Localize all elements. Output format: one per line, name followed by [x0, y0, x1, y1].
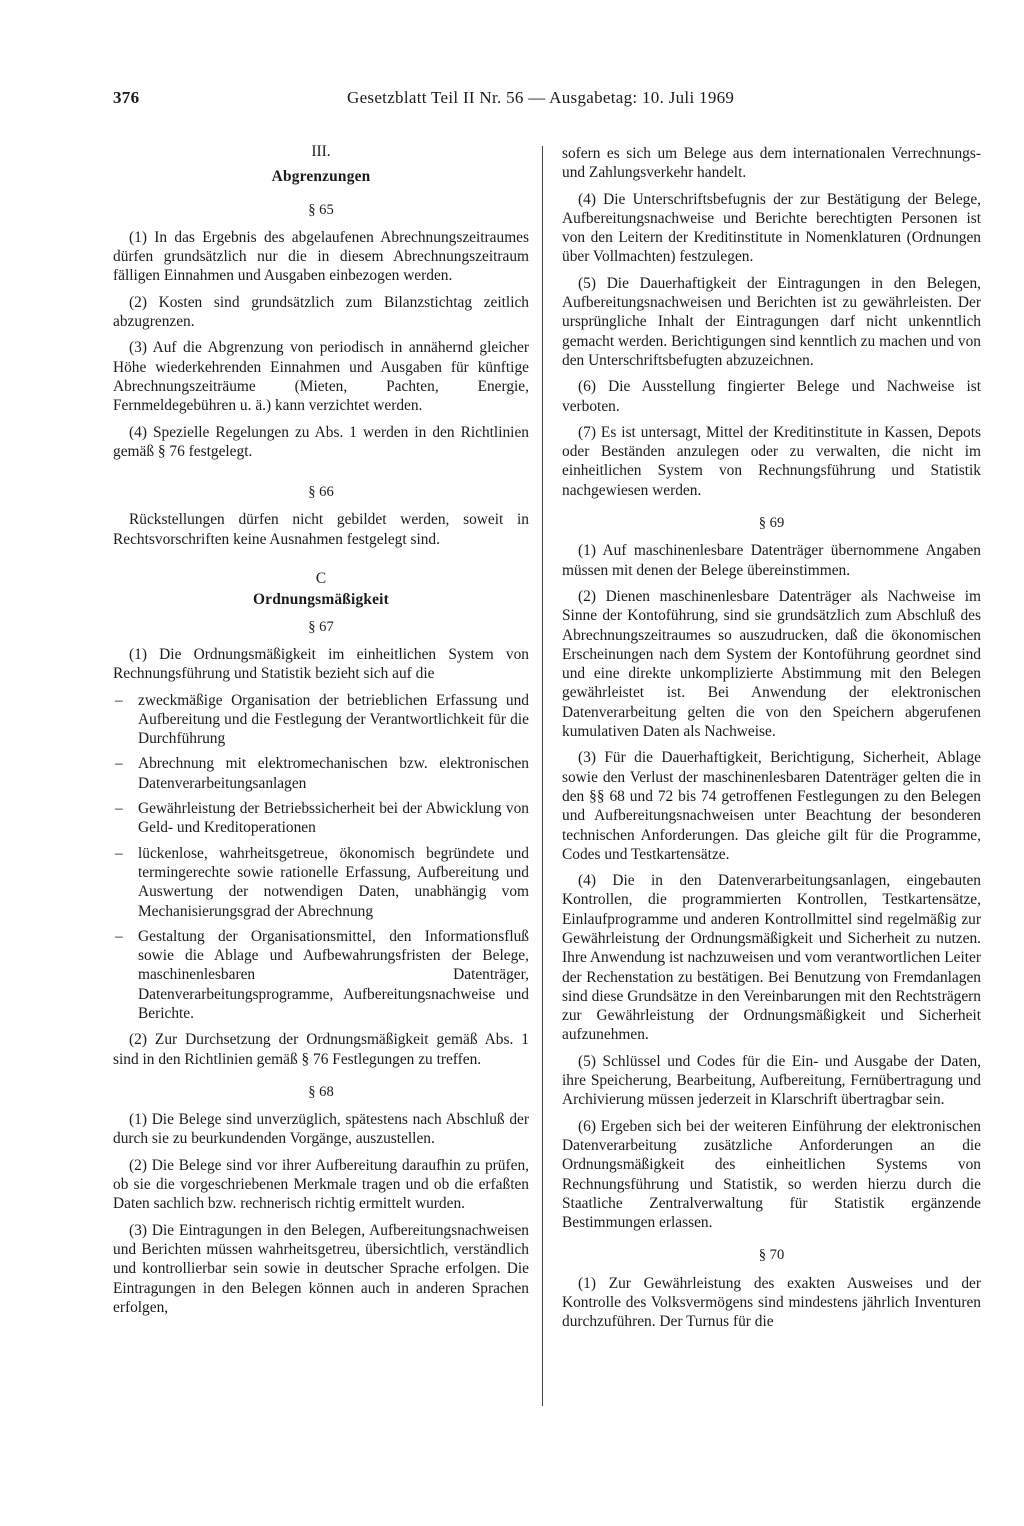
s69-paragraph-2: (2) Dienen maschinenlesbare Datenträger als Nachweise im Sinne der Kontoführung, sind sie grundsätzlich zum Abschluß des Abrechnungszeitraumes so auszudrucken, daß die ökonomischen Erscheinungen nach dem System der Kontoführung geordnet sind und eine direkte unkomplizierte Abstimmung mit den Belegen gewährleistet ist. Bei Anwendung der elektronischen Datenverarbeitung gelten die von den Speichern abgerufenen kumulativen Daten als Nachweise.: [562, 587, 981, 741]
s69-paragraph-3: (3) Für die Dauerhaftigkeit, Berichtigung, Sicherheit, Ablage sowie den Verlust der maschinenlesbaren Datenträger gelten die in den §§ 68 und 72 bis 74 getroffenen Festlegungen zu den Belegen und Aufbereitungsnachweisen unter Beachtung der besonderen technischen Anforderungen. Das gleiche gilt für die Programme, Codes und Testkartensätze.: [562, 749, 981, 863]
list-item: – Abrechnung mit elektromechanischen bzw. elektronischen Datenverarbeitungsanlagen: [113, 754, 529, 793]
page-number: 376: [113, 88, 140, 107]
section-66-heading: § 66: [308, 484, 334, 501]
s68-paragraph-4: (4) Die Unterschriftsbefugnis der zur Bestätigung der Belege, Aufbereitungsnachweise und Berichte berechtigten Personen ist von den Leitern der Kreditinstitute in Nomenklaturen (Ordnungen über Vollmachten) festzulegen.: [562, 190, 981, 266]
s65-paragraph-1: (1) In das Ergebnis des abgelaufenen Abrechnungszeitraumes dürfen grundsätzlich nur die in diesem Abrechnungszeitraum fälligen Einnahmen und Ausgaben einbezogen werden.: [113, 228, 529, 285]
s68-paragraph-6: (6) Die Ausstellung fingierter Belege und Nachweise ist verboten.: [562, 378, 981, 415]
s68-paragraph-2: (2) Die Belege sind vor ihrer Aufbereitung daraufhin zu prüfen, ob sie die vorgeschriebenen Merkmale tragen und ob die erfaßten Daten sachlich bzw. rechnerisch richtig ermittelt wurden.: [113, 1156, 529, 1213]
s67-item-list: [113, 691, 529, 1024]
s65-paragraph-4: (4) Spezielle Regelungen zu Abs. 1 werden in den Richtlinien gemäß § 76 festgelegt.: [113, 423, 529, 460]
section-70-heading: § 70: [758, 1247, 785, 1264]
list-item: – lückenlose, wahrheitsgetreue, ökonomisch begründete und termingerechte sowie rationelle Erfassung, Aufbereitung und Auswertung der notwendigen Daten, unabhängig vom Mechanisierungsgrad der Abrechnung: [113, 844, 529, 921]
section-65-heading: § 65: [308, 201, 334, 218]
s68-paragraph-3-continued: sofern es sich um Belege aus dem internationalen Verrechnungs- und Zahlungsverkehr handelt.: [562, 145, 981, 182]
s69-paragraph-5: (5) Schlüssel und Codes für die Ein- und Ausgabe der Daten, ihre Speicherung, Bearbeitung, Aufbereitung, Fernübertragung und Archivierung müssen jederzeit in Klarschrift übertragbar sein.: [562, 1052, 981, 1109]
page-header: [113, 88, 981, 114]
s68-paragraph-1: (1) Die Belege sind unverzüglich, spätestens nach Abschluß der durch sie zu beurkundenden Vorgänge, auszustellen.: [113, 1111, 529, 1148]
s66-paragraph-1: Rückstellungen dürfen nicht gebildet werden, soweit in Rechtsvorschriften keine Ausnahmen festgelegt sind.: [113, 511, 529, 548]
s68-paragraph-5: (5) Die Dauerhaftigkeit der Eintragungen in den Belegen, Aufbereitungsnachweisen und Berichten ist zu gewährleisten. Der ursprüngliche Inhalt der Eintragungen darf nicht unkenntlich gemacht werden. Berichtigungen sind kenntlich zu machen und von den Unterschriftsbefugten abzuzeichnen.: [562, 274, 981, 369]
part-title: Abgrenzungen: [271, 168, 371, 186]
list-item: – zweckmäßige Organisation der betrieblichen Erfassung und Aufbereitung und die Festlegung der Verantwortlichkeit für die Durchführung: [113, 691, 529, 749]
s65-paragraph-2: (2) Kosten sind grundsätzlich zum Bilanzstichtag zeitlich abzugrenzen.: [113, 293, 529, 331]
part-roman-heading: III.: [311, 143, 331, 160]
part-c-heading: C: [315, 570, 327, 588]
section-68-heading: § 68: [308, 1083, 334, 1100]
left-column: [113, 142, 529, 1324]
s69-paragraph-4: (4) Die in den Datenverarbeitungsanlagen, eingebauten Kontrollen, die programmierten Kontrollen, Testkartensätze, Einlaufprogramme und anderen Kontrollmittel sind regelmäßig zur Gewährleistung der Ordnungsmäßigkeit und Sicherheit zu nutzen. Ihre Anwendung ist nachzuweisen und vom verantwortlichen Leiter der Rechenstation zu bestätigen. Bei Benutzung von Fremdanlagen sind diese Grundsätze in den Vereinbarungen mit den Rechtsträgern zur Gewährleistung der Ordnungsmäßigkeit und Sicherheit aufzunehmen.: [562, 872, 981, 1044]
s68-paragraph-3: (3) Die Eintragungen in den Belegen, Aufbereitungsnachweisen und Berichten müssen wahrheitsgetreu, übersichtlich, verständlich und kontrollierbar sein sowie in deutscher Sprache erfolgen. Die Eintragungen in den Belegen können auch in anderen Sprachen erfolgen,: [113, 1221, 529, 1316]
s65-paragraph-3: (3) Auf die Abgrenzung von periodisch in annähernd gleicher Höhe wiederkehrenden Einnahmen und Ausgaben für künftige Abrechnungszeiträume (Mieten, Pachten, Energie, Fernmeldegebühren u. ä.) kann verzichtet werden.: [113, 339, 529, 415]
section-69-heading: § 69: [758, 515, 785, 532]
column-divider: [542, 146, 543, 1406]
section-67-heading: § 67: [308, 618, 334, 635]
s70-paragraph-1: (1) Zur Gewährleistung des exakten Ausweises und der Kontrolle des Volksvermögens sind mindestens jährlich Inventuren durchzuführen. Der Turnus für die: [562, 1274, 981, 1331]
s68-paragraph-7: (7) Es ist untersagt, Mittel der Kreditinstitute in Kassen, Depots oder Beständen anzulegen oder zu verwalten, die nicht im einheitlichen System von Rechnungsführung und Statistik nachgewiesen werden.: [562, 423, 981, 499]
list-item: – Gestaltung der Organisationsmittel, den Informationsfluß sowie die Ablage und Aufbewahrungsfristen der Belege, maschinenlesbaren Datenträger, Datenverarbeitungsprogramme, Aufbereitungsnachweise und Berichte.: [113, 927, 529, 1023]
list-item: – Gewährleistung der Betriebssicherheit bei der Abwicklung von Geld- und Kreditoperationen: [113, 799, 529, 838]
part-c-title: Ordnungsmäßigkeit: [253, 591, 389, 609]
s67-paragraph-2: (2) Zur Durchsetzung der Ordnungsmäßigkeit gemäß Abs. 1 sind in den Richtlinien gemäß § 76 Festlegungen zu treffen.: [113, 1031, 529, 1068]
s67-paragraph-1: (1) Die Ordnungsmäßigkeit im einheitlichen System von Rechnungsführung und Statistik bezieht sich auf die: [113, 645, 529, 683]
s69-paragraph-1: (1) Auf maschinenlesbare Datenträger übernommene Angaben müssen mit denen der Belege übereinstimmen.: [562, 542, 981, 579]
right-column: [562, 144, 981, 1339]
gazette-title: Gesetzblatt Teil II Nr. 56 — Ausgabetag: 10. Juli 1969: [347, 88, 735, 107]
s69-paragraph-6: (6) Ergeben sich bei der weiteren Einführung der elektronischen Datenverarbeitung zusätzliche Anforderungen an die Ordnungsmäßigkeit des einheitlichen Systems von Rechnungsführung und Statistik, so werden hierzu durch die Staatliche Zentralverwaltung für Statistik ergänzende Bestimmungen erlassen.: [562, 1117, 981, 1232]
